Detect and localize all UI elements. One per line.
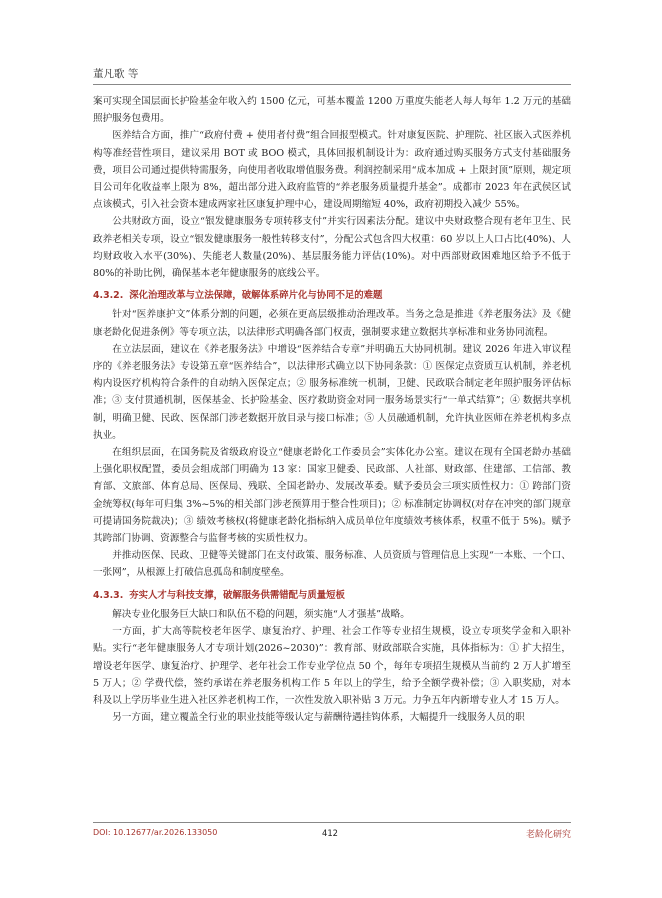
section-title: 深化治理改革与立法保障，破解体系碎片化与协同不足的难题	[129, 290, 383, 302]
section-title: 夯实人才与科技支撑，破解服务供需错配与质量短板	[129, 589, 345, 601]
page-number: 412	[322, 828, 338, 838]
section-number: 4.3.3.	[93, 589, 124, 601]
paragraph-education-expansion: 一方面，扩大高等院校老年医学、康复治疗、护理、社会工作等专业招生规模，设立专项奖学金和入职补贴。实行“老年健康服务人才专项计划(2026~2030)”：教育部、财政部联合实施，具体指标为：① 扩大招生，增设老年医学、康复治疗、护理学、老年社会工作专业学位点 50 个，每年专项招生规模从当前约 2 万人扩增至 5 万人；② 学费代偿，签约承诺在养老服务机构工作 5 年以上的学生，给予全额学费补偿；③ 入职奖励，对本科及以上学历毕业生进入社区养老机构工作，一次性发放入职补贴 3 万元。力争五年内新增专业人才 15 万人。	[93, 626, 571, 706]
paragraph-governance-reform: 针对“医养康护文”体系分割的问题，必须在更高层级推动治理改革。当务之急是推进《养老服务法》及《健康老龄化促进条例》等专项立法，以法律形式明确各部门权责，强制要求建立数据共享标准和业务协同流程。	[93, 309, 571, 338]
paragraph-public-finance: 公共财政方面，设立“银发健康服务专项转移支付”并实行因素法分配。建议中央财政整合现有老年卫生、民政养老相关专项，设立“银发健康服务一般性转移支付”，分配公式包含四大权重：60 岁以上人口占比(40%)、人均财政收入水平(30%)、失能老人数量(20%)、基层服务能力评估(10%)。对中西部财政困难地区给予不低于 80%的补助比例，确保基本老年健康服务的底线公平。	[93, 216, 571, 280]
section-heading-4-3-2	[93, 287, 571, 304]
paragraph-legislation: 在立法层面，建议在《养老服务法》中增设“医养结合专章”并明确五大协同机制。建议 2026 年进入审议程序的《养老服务法》专设第五章“医养结合”，以法律形式确立以下协同条款：① 医保定点资质互认机制，养老机构内设医疗机构符合条件的自动纳入医保定点；② 服务标准统一机制，卫健、民政联合制定老年照护服务评估标准；③ 支付贯通机制，医保基金、长护险基金、医疗救助资金对同一服务场景实行“一单式结算”；④ 数据共享机制，明确卫健、民政、医保部门涉老数据开放目录与接口标准；⑤ 人员融通机制，允许执业医师在养老机构多点执业。	[93, 343, 571, 441]
header-divider	[93, 84, 571, 85]
main-body	[93, 93, 571, 726]
paragraph-skill-certification: 另一方面，建立覆盖全行业的职业技能等级认定与薪酬待遇挂钩体系，大幅提升一线服务人员的职	[112, 712, 525, 724]
paragraph-continued: 案可实现全国层面长护险基金年收入约 1500 亿元，可基本覆盖 1200 万重度失能老人每人每年 1.2 万元的基础照护服务包费用。	[93, 96, 571, 125]
footer-divider	[93, 822, 571, 823]
section-number: 4.3.2.	[93, 290, 124, 302]
journal-name: 老龄化研究	[525, 830, 571, 840]
paragraph-talent-strategy: 解决专业化服务巨大缺口和队伍不稳的问题，须实施“人才强基”战略。	[112, 608, 410, 620]
section-heading-4-3-3	[93, 587, 571, 604]
footer-doi-link[interactable]: DOI: 10.12677/ar.2026.133050	[93, 828, 218, 837]
paragraph-medical-care: 医养结合方面，推广“政府付费 + 使用者付费”组合回报型模式。针对康复医院、护理院、社区嵌入式医养机构等准经营性项目，建议采用 BOT 或 BOO 模式，具体回报机制设计为：政府通过购买服务方式支付基础服务费，项目公司通过提供特需服务，向使用者收取增值服务费。利润控制采用“成本加成 + 上限封顶”原则，规定项目公司年化收益率上限为 8%，超出部分进入政府监管的“养老服务质量提升基金”。成都市 2023 年在武侯区试点该模式，引入社会资本建成两家社区康复护理中心，建设周期缩短 40%，政府初期投入减少 55%。	[93, 130, 571, 211]
paragraph-organization: 在组织层面，在国务院及省级政府设立“健康老龄化工作委员会”实体化办公室。建议在现有全国老龄办基础上强化职权配置，委员会组成部门明确为 13 家：国家卫健委、民政部、人社部、财政部、住建部、工信部、教育部、文旅部、体育总局、医保局、残联、全国老龄办、发展改革委。赋予委员会三项实质性权力：① 跨部门资金统筹权(每年可归集 3%~5%的相关部门涉老预算用于整合性项目)；② 标准制定协调权(对存在冲突的部门规章可提请国务院裁决)；③ 绩效考核权(将健康老龄化指标纳入成员单位年度绩效考核体系，权重不低于 5%)。赋予其跨部门协调、资源整合与监督考核的实质性权力。	[93, 447, 571, 545]
running-head-authors: 董凡歌 等	[93, 68, 139, 80]
paragraph-department-integration: 并推动医保、民政、卫健等关键部门在支付政策、服务标准、人员资质与管理信息上实现“一本账、一个口、一张网”，从根源上打破信息孤岛和制度壁垒。	[93, 550, 571, 579]
